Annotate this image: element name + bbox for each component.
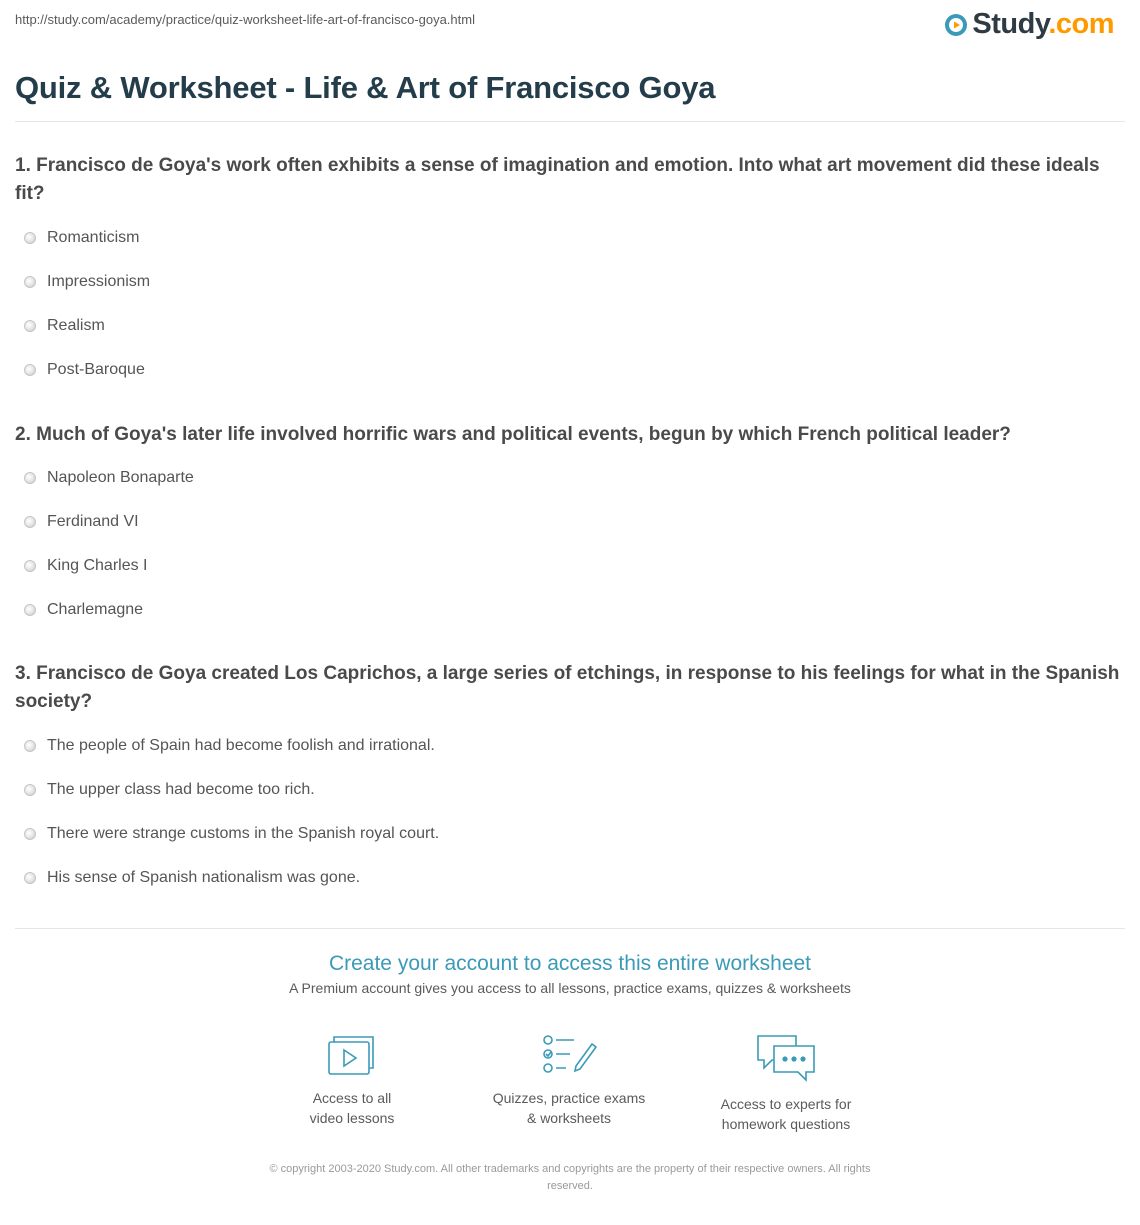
signup-cta: [0, 952, 1140, 996]
answer-label: Romanticism: [47, 229, 140, 246]
answer-option[interactable]: [15, 544, 1120, 588]
answer-label: The upper class had become too rich.: [47, 781, 315, 798]
study-logo[interactable]: [944, 8, 1114, 41]
question-3: [15, 660, 1120, 900]
answer-option[interactable]: [15, 856, 1120, 900]
answer-label: His sense of Spanish nationalism was gone.: [47, 869, 361, 886]
answer-option[interactable]: [15, 348, 1120, 392]
feature-experts: [686, 1032, 886, 1134]
answer-option[interactable]: [15, 724, 1120, 768]
quiz-checklist-icon: [540, 1032, 598, 1078]
feature-label: video lessons: [309, 1110, 395, 1126]
answer-options: [15, 216, 1120, 392]
radio-button[interactable]: [24, 516, 36, 528]
answer-option[interactable]: [15, 260, 1120, 304]
question-text: 2. Much of Goya's later life involved horrific wars and political events, begun by which French political leader?: [15, 424, 1011, 445]
radio-button[interactable]: [24, 560, 36, 572]
radio-button[interactable]: [24, 472, 36, 484]
answer-option[interactable]: [15, 588, 1120, 632]
answer-options: [15, 456, 1120, 632]
feature-label: Quizzes, practice exams: [492, 1090, 646, 1106]
answer-option[interactable]: [15, 456, 1120, 500]
answer-label: Ferdinand VI: [47, 513, 139, 530]
radio-button[interactable]: [24, 364, 36, 376]
logo-text: Study.com: [972, 8, 1114, 40]
copyright-line: reserved.: [547, 1180, 593, 1192]
video-lessons-icon: [325, 1032, 379, 1078]
radio-button[interactable]: [24, 604, 36, 616]
cta-subtitle: A Premium account gives you access to all lessons, practice exams, quizzes & worksheets: [289, 980, 851, 996]
answer-label: The people of Spain had become foolish and irrational.: [47, 737, 435, 754]
radio-button[interactable]: [24, 828, 36, 840]
copyright-line: © copyright 2003-2020 Study.com. All other trademarks and copyrights are the property of their respective owners. All rights: [269, 1163, 871, 1175]
answer-label: Napoleon Bonaparte: [47, 469, 194, 486]
cta-divider: [15, 928, 1125, 929]
answer-label: King Charles I: [47, 557, 148, 574]
radio-button[interactable]: [24, 232, 36, 244]
answer-label: There were strange customs in the Spanish royal court.: [47, 825, 440, 842]
copyright-notice: [215, 1161, 925, 1195]
cta-title-link[interactable]: Create your account to access this entire worksheet: [328, 952, 812, 975]
feature-video-lessons: [252, 1032, 452, 1128]
question-1: [15, 152, 1120, 392]
question-2: [15, 421, 1120, 632]
page-title: Quiz & Worksheet - Life & Art of Francisco Goya: [15, 70, 716, 105]
answer-label: Realism: [47, 317, 105, 334]
radio-button[interactable]: [24, 740, 36, 752]
play-circle-icon: [944, 13, 968, 37]
answer-label: Post-Baroque: [47, 361, 145, 378]
answer-option[interactable]: [15, 768, 1120, 812]
feature-label: Access to all: [312, 1090, 392, 1106]
question-text: 1. Francisco de Goya's work often exhibits a sense of imagination and emotion. Into what art movement did these ideals fit?: [15, 155, 1100, 204]
page-url: http://study.com/academy/practice/quiz-worksheet-life-art-of-francisco-goya.html: [15, 12, 475, 27]
feature-quizzes: [469, 1032, 669, 1128]
header-divider: [15, 121, 1125, 122]
feature-label: & worksheets: [526, 1110, 612, 1126]
feature-label: homework questions: [721, 1116, 851, 1132]
answer-label: Charlemagne: [47, 601, 144, 618]
answer-option[interactable]: [15, 812, 1120, 856]
answer-options: [15, 724, 1120, 900]
answer-label: Impressionism: [47, 273, 151, 290]
question-text: 3. Francisco de Goya created Los Caprichos, a large series of etchings, in response to his feelings for what in the Spanish society?: [15, 663, 1120, 712]
answer-option[interactable]: [15, 304, 1120, 348]
feature-label: Access to experts for: [720, 1096, 852, 1112]
answer-option[interactable]: [15, 500, 1120, 544]
chat-bubbles-icon: [754, 1032, 818, 1084]
answer-option[interactable]: [15, 216, 1120, 260]
radio-button[interactable]: [24, 320, 36, 332]
radio-button[interactable]: [24, 784, 36, 796]
radio-button[interactable]: [24, 872, 36, 884]
radio-button[interactable]: [24, 276, 36, 288]
